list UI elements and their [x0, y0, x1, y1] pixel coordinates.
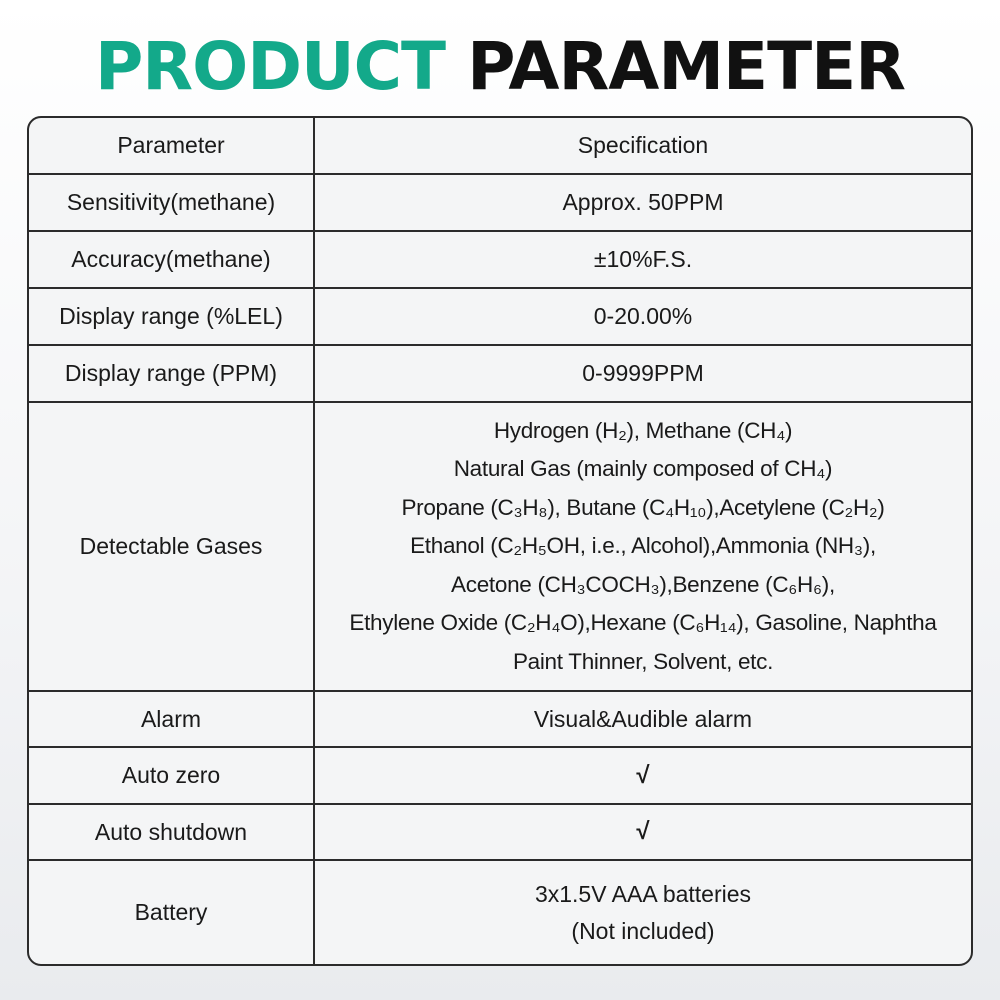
title-rest: PARAMETER: [467, 28, 906, 105]
table-row: [29, 174, 971, 231]
spec-cell: Approx. 50PPM: [314, 174, 971, 231]
detectable-gases-cell: [314, 402, 971, 691]
param-cell: Auto shutdown: [29, 804, 314, 860]
param-cell: Battery: [29, 860, 314, 964]
param-cell: Auto zero: [29, 747, 314, 804]
param-cell: Display range (%LEL): [29, 288, 314, 345]
table-row: [29, 231, 971, 288]
table-row: [29, 860, 971, 964]
table-row: [29, 288, 971, 345]
table-header-row: [29, 118, 971, 174]
battery-spec-cell: [314, 860, 971, 964]
param-cell: Display range (PPM): [29, 345, 314, 402]
page-title: [0, 28, 1000, 106]
param-cell: Accuracy(methane): [29, 231, 314, 288]
param-cell: Sensitivity(methane): [29, 174, 314, 231]
check-mark-cell: √: [314, 747, 971, 804]
param-cell: Alarm: [29, 691, 314, 747]
header-specification: Specification: [314, 118, 971, 174]
gas-line: Paint Thinner, Solvent, etc.: [512, 648, 774, 674]
table-row: [29, 747, 971, 804]
table-row: [29, 804, 971, 860]
gas-line: Propane (C₃H₈), Butane (C₄H₁₀),Acetylene (C₂H₂): [401, 494, 885, 520]
gas-line: Hydrogen (H₂), Methane (CH₄): [493, 417, 793, 443]
param-cell: Detectable Gases: [29, 402, 314, 691]
table-row: [29, 402, 971, 691]
header-parameter: Parameter: [29, 118, 314, 174]
parameter-table: [27, 116, 973, 966]
gas-line: Ethanol (C₂H₅OH, i.e., Alcohol),Ammonia (NH₃),: [410, 533, 876, 559]
gas-line: Acetone (CH₃COCH₃),Benzene (C₆H₆),: [451, 571, 835, 597]
gas-line: Ethylene Oxide (C₂H₄O),Hexane (C₆H₁₄), Gasoline, Naphtha: [349, 610, 937, 636]
check-mark-cell: √: [314, 804, 971, 860]
spec-cell: ±10%F.S.: [314, 231, 971, 288]
table-row: [29, 345, 971, 402]
spec-cell: 0-20.00%: [314, 288, 971, 345]
gas-line: Natural Gas (mainly composed of CH₄): [453, 456, 833, 482]
spec-cell: 0-9999PPM: [314, 345, 971, 402]
battery-line: (Not included): [571, 917, 715, 944]
table-row: [29, 691, 971, 747]
title-accent: PRODUCT: [94, 28, 446, 105]
battery-line: 3x1.5V AAA batteries: [534, 880, 752, 907]
spec-cell: Visual&Audible alarm: [314, 691, 971, 747]
